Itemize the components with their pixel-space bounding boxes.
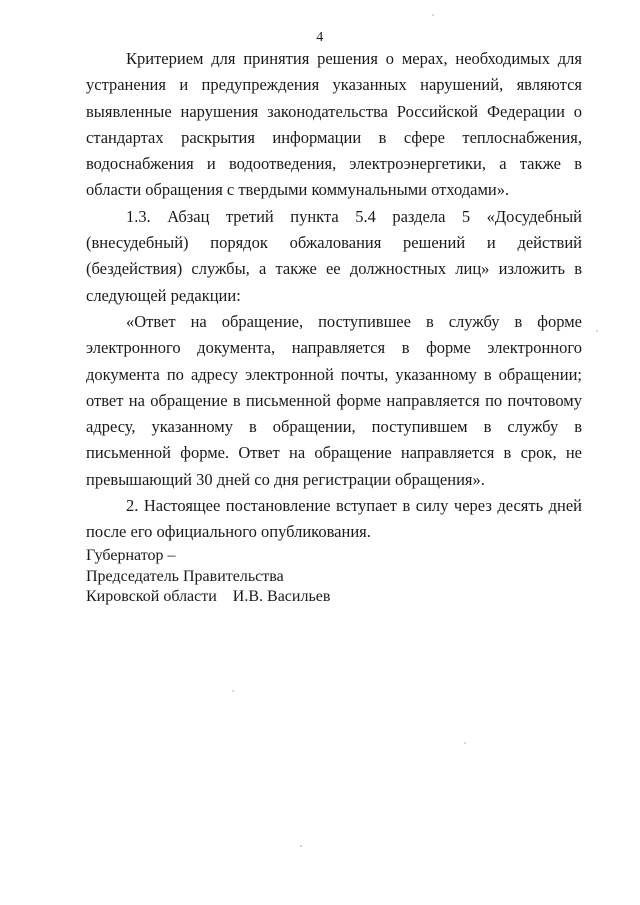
paragraph-criteria: Критерием для принятия решения о мерах, необходимых для устранения и предупреждения указанных нарушений, являются выявленные нарушения законодательства Российской Федерации о стандартах раскрытия информации в сфере теплоснабжения, водоснабжения и водоотведения, электроэнергетики, а также в области обращения с твердыми коммунальными отходами». [86,49,582,200]
scan-speck [464,742,466,744]
scan-speck [596,330,598,332]
signature-name: Кировской области И.В. Васильев [86,588,331,605]
page-number: 4 [316,30,324,45]
scan-speck [432,14,434,16]
signature-title: Губернатор – [86,547,176,564]
scan-speck [232,690,234,692]
scan-speck [300,845,302,847]
paragraph-quoted-text: «Ответ на обращение, поступившее в службу в форме электронного документа, направляется в форме электронного документа по адресу электронной почты, указанному в обращении; ответ на обращение в письменной форме направляется по почтовому адресу, указанному в обращении, поступившем в службу в письменной форме. Ответ на обращение направляется в срок, не превышающий 30 дней со дня регистрации обращения». [86,311,582,489]
signature-position: Председатель Правительства [86,567,284,585]
signature-block [86,546,446,608]
paragraph-2-effective-date: 2. Настоящее постановление вступает в силу через десять дней после его официального опубликования. [86,496,582,542]
paragraph-1-3: 1.3. Абзац третий пункта 5.4 раздела 5 «Досудебный (внесудебный) порядок обжалования решений и действий (бездействия) службы, а также ее должностных лиц» изложить в следующей редакции: [86,206,582,305]
document-body [86,46,582,546]
